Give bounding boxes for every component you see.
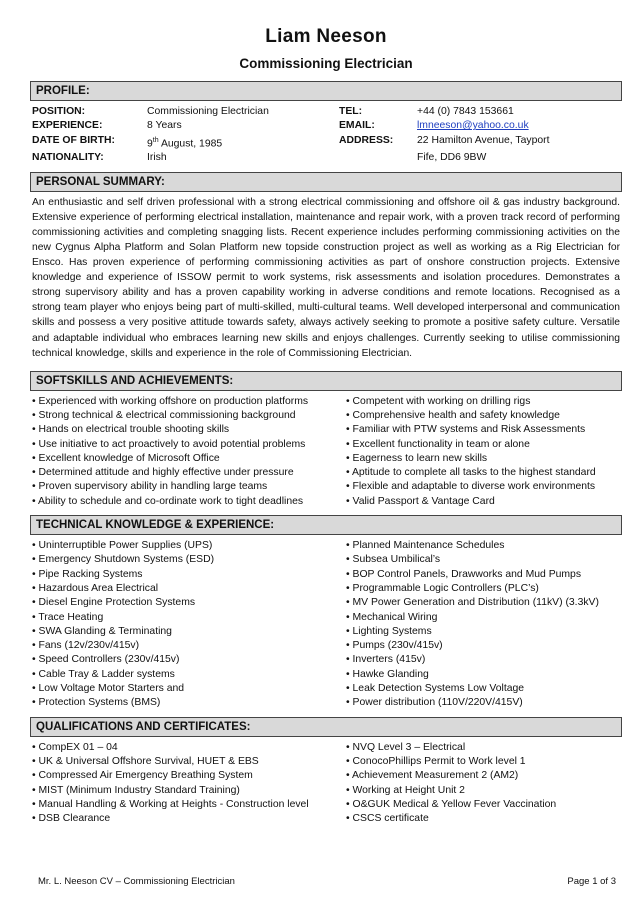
qualifications-heading: QUALIFICATIONS AND CERTIFICATES: bbox=[30, 717, 622, 737]
technical-section bbox=[30, 535, 622, 711]
list-item: • Use initiative to act proactively to avoid potential problems bbox=[32, 438, 340, 452]
page-footer bbox=[38, 876, 616, 887]
list-item: • Leak Detection Systems Low Voltage bbox=[346, 682, 620, 696]
list-item: • BOP Control Panels, Drawworks and Mud Pumps bbox=[346, 568, 620, 582]
list-item: • NVQ Level 3 – Electrical bbox=[346, 741, 620, 755]
list-item: • Excellent functionality in team or alone bbox=[346, 438, 620, 452]
address-label: ADDRESS: bbox=[339, 134, 394, 146]
softskills-section bbox=[30, 391, 622, 509]
list-item: • Proven supervisory ability in handling large teams bbox=[32, 480, 340, 494]
list-item: • ConocoPhillips Permit to Work level 1 bbox=[346, 755, 620, 769]
list-item: • Emergency Shutdown Systems (ESD) bbox=[32, 553, 340, 567]
softskills-right-list bbox=[346, 395, 620, 509]
profile-section bbox=[30, 101, 622, 166]
dob-day: 9 bbox=[147, 138, 153, 150]
list-item: • Valid Passport & Vantage Card bbox=[346, 495, 620, 509]
list-item: • Compressed Air Emergency Breathing System bbox=[32, 769, 340, 783]
profile-heading: PROFILE: bbox=[30, 81, 622, 101]
cv-page bbox=[30, 20, 622, 826]
position-value: Commissioning Electrician bbox=[147, 106, 269, 117]
list-item: • Comprehensive health and safety knowledge bbox=[346, 409, 620, 423]
dob-suffix: th bbox=[152, 136, 159, 144]
tel-label: TEL: bbox=[339, 106, 363, 117]
address-line2: Fife, DD6 9BW bbox=[417, 152, 487, 164]
list-item: • Eagerness to learn new skills bbox=[346, 452, 620, 466]
list-item: • Low Voltage Motor Starters and bbox=[32, 682, 340, 696]
list-item: • UK & Universal Offshore Survival, HUET & EBS bbox=[32, 755, 340, 769]
list-item: • Hands on electrical trouble shooting skills bbox=[32, 423, 340, 437]
dob-value bbox=[147, 134, 339, 152]
tel-value: +44 (0) 7843 153661 bbox=[417, 106, 514, 117]
list-item: • Subsea Umbilical’s bbox=[346, 553, 620, 567]
list-item: • Manual Handling & Working at Heights - Construction level bbox=[32, 798, 340, 812]
list-item: • Pumps (230v/415v) bbox=[346, 639, 620, 653]
list-item: • Lighting Systems bbox=[346, 625, 620, 639]
experience-value: 8 Years bbox=[147, 120, 182, 132]
list-item: • Mechanical Wiring bbox=[346, 611, 620, 625]
list-item: • Working at Height Unit 2 bbox=[346, 784, 620, 798]
list-item: • Experienced with working offshore on production platforms bbox=[32, 395, 340, 409]
list-item: • Aptitude to complete all tasks to the highest standard bbox=[346, 466, 620, 480]
list-item: • Achievement Measurement 2 (AM2) bbox=[346, 769, 620, 783]
list-item: • Protection Systems (BMS) bbox=[32, 696, 340, 710]
footer-page-number: Page 1 of 3 bbox=[567, 876, 616, 887]
technical-right-list bbox=[346, 539, 620, 711]
softskills-heading: SOFTSKILLS AND ACHIEVEMENTS: bbox=[30, 371, 622, 391]
list-item: • Fans (12v/230v/415v) bbox=[32, 639, 340, 653]
dob-label: DATE OF BIRTH: bbox=[32, 134, 115, 146]
summary-heading: PERSONAL SUMMARY: bbox=[30, 172, 622, 192]
dob-rest: August, 1985 bbox=[158, 138, 223, 150]
list-item: • SWA Glanding & Terminating bbox=[32, 625, 340, 639]
list-item: • Hawke Glanding bbox=[346, 668, 620, 682]
list-item: • Hazardous Area Electrical bbox=[32, 582, 340, 596]
list-item: • Pipe Racking Systems bbox=[32, 568, 340, 582]
job-title: Commissioning Electrician bbox=[239, 56, 413, 71]
experience-label: EXPERIENCE: bbox=[32, 120, 103, 132]
list-item: • Inverters (415v) bbox=[346, 653, 620, 667]
email-label: EMAIL: bbox=[339, 120, 375, 132]
list-item: • Familiar with PTW systems and Risk Assessments bbox=[346, 423, 620, 437]
position-label: POSITION: bbox=[32, 106, 86, 117]
list-item: • Flexible and adaptable to diverse work environments bbox=[346, 480, 620, 494]
nationality-value: Irish bbox=[147, 152, 167, 164]
list-item: • Speed Controllers (230v/415v) bbox=[32, 653, 340, 667]
qualifications-left-list bbox=[32, 741, 340, 827]
list-item: • Programmable Logic Controllers (PLC’s) bbox=[346, 582, 620, 596]
list-item: • O&GUK Medical & Yellow Fever Vaccination bbox=[346, 798, 620, 812]
candidate-name: Liam Neeson bbox=[265, 26, 387, 47]
nationality-label: NATIONALITY: bbox=[32, 152, 104, 164]
qualifications-right-list bbox=[346, 741, 620, 827]
list-item: • Ability to schedule and co-ordinate work to tight deadlines bbox=[32, 495, 340, 509]
list-item: • Determined attitude and highly effective under pressure bbox=[32, 466, 340, 480]
list-item: • Competent with working on drilling rigs bbox=[346, 395, 620, 409]
list-item: • Excellent knowledge of Microsoft Office bbox=[32, 452, 340, 466]
list-item: • Trace Heating bbox=[32, 611, 340, 625]
list-item: • Cable Tray & Ladder systems bbox=[32, 668, 340, 682]
email-link[interactable]: lmneeson@yahoo.co.uk bbox=[417, 120, 529, 132]
list-item: • DSB Clearance bbox=[32, 812, 340, 826]
softskills-left-list bbox=[32, 395, 340, 509]
summary-text: An enthusiastic and self driven professional with a strong electrical commissioning and offshore oil & gas industry background. Extensive experience of performing electrical installation, maintenance and repair work, with a proven track record of performing commissioning activities and completing snagging lists. Recent experience includes performing commissioning activities on the new Cygnus Alpha Platform and Solan Platform new topside construction project as well as working as a Rig Electrician for Ensco. Has proven experience of performing commissioning activities as part of onshore construction projects. Extensive knowledge and experience of ISSOW permit to work systems, risk assessments and isolation procedures. Demonstrates a strong supervisory ability and has a proven capability working in adverse conditions and remote locations. Recognised as a strong team player who enjoys being part of multi-skilled, multi-cultural teams. Well developed interpersonal and communication skills and possess a very positive attitude towards safety, always actively seeking to promote a positive safety culture. Versatile and adaptable individual who embraces learning new skills and enjoys challenges. Currently seeking to utilise commissioning technical knowledge, skills and experience in the role of Commissioning Electrician. bbox=[32, 196, 620, 359]
list-item: • Diesel Engine Protection Systems bbox=[32, 596, 340, 610]
list-item: • CSCS certificate bbox=[346, 812, 620, 826]
qualifications-section bbox=[30, 737, 622, 827]
list-item: • MV Power Generation and Distribution (11kV) (3.3kV) bbox=[346, 596, 620, 610]
list-item: • Uninterruptible Power Supplies (UPS) bbox=[32, 539, 340, 553]
technical-left-list bbox=[32, 539, 340, 711]
footer-document-name: Mr. L. Neeson CV – Commissioning Electrician bbox=[38, 876, 235, 887]
technical-heading: TECHNICAL KNOWLEDGE & EXPERIENCE: bbox=[30, 515, 622, 535]
list-item: • Planned Maintenance Schedules bbox=[346, 539, 620, 553]
list-item: • CompEX 01 – 04 bbox=[32, 741, 340, 755]
list-item: • Strong technical & electrical commissioning background bbox=[32, 409, 340, 423]
address-line1: 22 Hamilton Avenue, Tayport bbox=[417, 134, 550, 146]
list-item: • MIST (Minimum Industry Standard Training) bbox=[32, 784, 340, 798]
list-item: • Power distribution (110V/220V/415V) bbox=[346, 696, 620, 710]
